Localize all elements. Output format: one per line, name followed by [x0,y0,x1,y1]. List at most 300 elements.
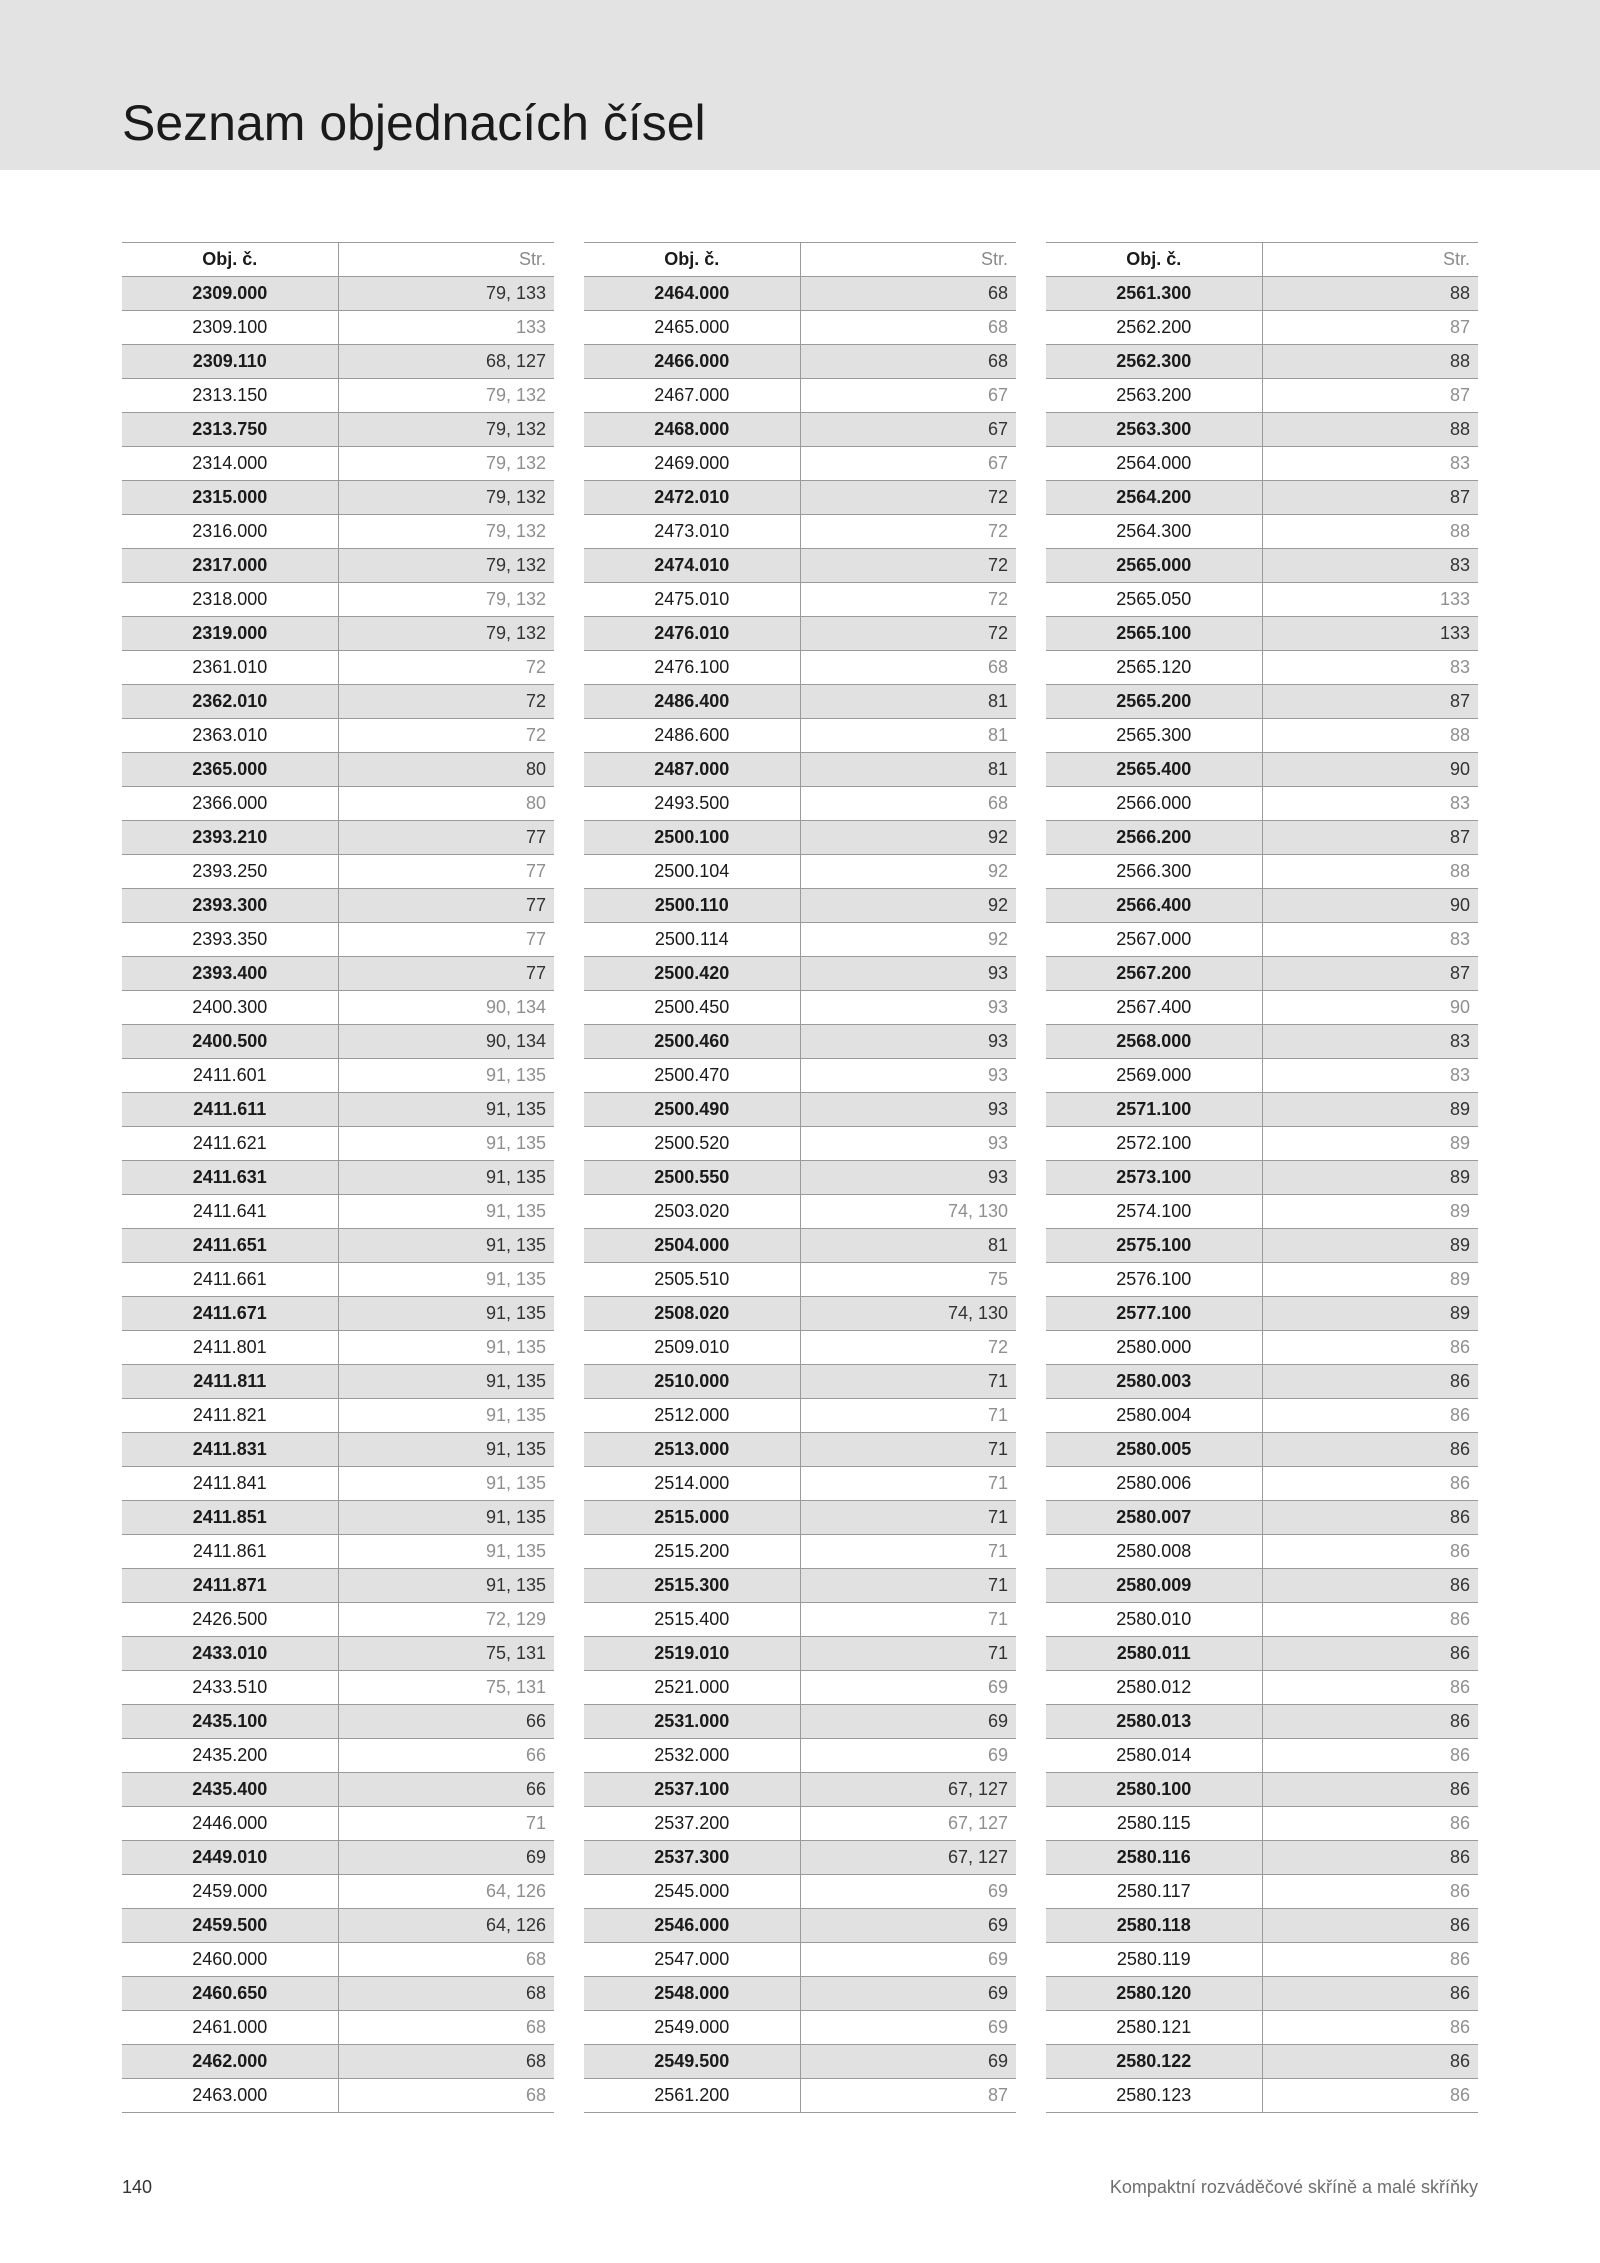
page-reference-cell: 86 [1262,1433,1478,1467]
table-row [584,1331,1016,1365]
page-reference-cell: 69 [800,1977,1016,2011]
order-number-cell: 2537.300 [584,1841,800,1875]
page-reference-cell: 133 [338,311,554,345]
order-number-cell: 2500.550 [584,1161,800,1195]
order-number-cell: 2411.871 [122,1569,338,1603]
page-reference-cell: 72 [800,549,1016,583]
table-header-row [1046,243,1478,277]
table-row [584,345,1016,379]
page-reference-cell: 71 [800,1637,1016,1671]
table-row [1046,719,1478,753]
order-number-cell: 2565.300 [1046,719,1262,753]
table-row [122,583,554,617]
table-row [584,889,1016,923]
table-row [584,1263,1016,1297]
page-reference-cell: 87 [1262,821,1478,855]
table-row [1046,1365,1478,1399]
table-row [122,991,554,1025]
order-number-cell: 2393.250 [122,855,338,889]
order-number-cell: 2411.861 [122,1535,338,1569]
table-row [122,1943,554,1977]
order-number-cell: 2504.000 [584,1229,800,1263]
page-reference-cell: 79, 132 [338,583,554,617]
order-number-cell: 2411.631 [122,1161,338,1195]
order-number-cell: 2411.801 [122,1331,338,1365]
table-row [1046,753,1478,787]
order-number-cell: 2567.400 [1046,991,1262,1025]
page-reference-cell: 91, 135 [338,1569,554,1603]
page-reference-cell: 67, 127 [800,1773,1016,1807]
order-number-cell: 2411.641 [122,1195,338,1229]
table-row [122,1059,554,1093]
order-number-cell: 2564.300 [1046,515,1262,549]
page-reference-cell: 86 [1262,1671,1478,1705]
table-row [1046,1977,1478,2011]
page-reference-cell: 72 [338,719,554,753]
order-number-cell: 2500.100 [584,821,800,855]
order-number-cell: 2309.110 [122,345,338,379]
page-reference-cell: 89 [1262,1229,1478,1263]
page-reference-cell: 77 [338,923,554,957]
table-row [122,481,554,515]
table-row [122,1399,554,1433]
order-number-cell: 2580.013 [1046,1705,1262,1739]
page-reference-cell: 86 [1262,1535,1478,1569]
page-reference-cell: 86 [1262,2011,1478,2045]
order-number-cell: 2474.010 [584,549,800,583]
table-row [1046,1569,1478,1603]
table-row [1046,2011,1478,2045]
order-number-cell: 2562.300 [1046,345,1262,379]
page-reference-cell: 67 [800,379,1016,413]
page-reference-cell: 89 [1262,1161,1478,1195]
page-reference-cell: 79, 132 [338,515,554,549]
order-table-column-2 [584,242,1016,2113]
page-reference-cell: 88 [1262,855,1478,889]
order-number-cell: 2565.100 [1046,617,1262,651]
table-row [122,1025,554,1059]
page-reference-cell: 89 [1262,1297,1478,1331]
page-reference-cell: 86 [1262,1773,1478,1807]
table-row [122,1705,554,1739]
page-reference-cell: 86 [1262,1569,1478,1603]
order-number-cell: 2475.010 [584,583,800,617]
page-reference-cell: 79, 132 [338,413,554,447]
page-reference-cell: 79, 133 [338,277,554,311]
page-reference-cell: 92 [800,855,1016,889]
table-row [1046,1671,1478,1705]
order-number-cell: 2316.000 [122,515,338,549]
page-reference-cell: 71 [800,1399,1016,1433]
order-number-cell: 2486.400 [584,685,800,719]
page-reference-cell: 133 [1262,617,1478,651]
page-reference-cell: 81 [800,685,1016,719]
table-row [122,549,554,583]
table-row [122,1535,554,1569]
table-row [1046,1127,1478,1161]
order-number-cell: 2563.300 [1046,413,1262,447]
table-row [122,651,554,685]
page-reference-cell: 91, 135 [338,1535,554,1569]
page-reference-cell: 69 [800,1875,1016,1909]
order-number-cell: 2515.400 [584,1603,800,1637]
order-number-cell: 2314.000 [122,447,338,481]
page-reference-cell: 69 [800,1943,1016,1977]
table-row [584,1705,1016,1739]
page-reference-cell: 90, 134 [338,1025,554,1059]
table-row [1046,1841,1478,1875]
table-row [584,1433,1016,1467]
table-row [1046,1093,1478,1127]
table-row [1046,1297,1478,1331]
order-number-cell: 2493.500 [584,787,800,821]
order-number-cell: 2473.010 [584,515,800,549]
order-number-cell: 2466.000 [584,345,800,379]
table-row [584,2011,1016,2045]
table-row [122,1093,554,1127]
order-number-cell: 2515.300 [584,1569,800,1603]
table-row [584,957,1016,991]
table-header-row [584,243,1016,277]
order-number-cell: 2500.490 [584,1093,800,1127]
page-reference-cell: 74, 130 [800,1297,1016,1331]
page-reference-cell: 89 [1262,1195,1478,1229]
table-row [1046,855,1478,889]
page-reference-cell: 67, 127 [800,1807,1016,1841]
order-number-cell: 2411.621 [122,1127,338,1161]
page-reference-cell: 67 [800,447,1016,481]
page-reference-cell: 87 [800,2079,1016,2113]
table-row [584,1229,1016,1263]
table-row [584,1297,1016,1331]
page-reference-cell: 69 [800,1705,1016,1739]
page-reference-cell: 91, 135 [338,1229,554,1263]
table-row [122,685,554,719]
order-number-cell: 2500.420 [584,957,800,991]
page-reference-cell: 83 [1262,447,1478,481]
table-row [584,1841,1016,1875]
table-row [122,753,554,787]
table-row [122,515,554,549]
table-row [1046,345,1478,379]
table-row [122,617,554,651]
order-number-cell: 2435.100 [122,1705,338,1739]
table-row [1046,1535,1478,1569]
order-number-cell: 2580.117 [1046,1875,1262,1909]
page-reference-cell: 71 [800,1433,1016,1467]
table-row [122,2011,554,2045]
page-reference-cell: 74, 130 [800,1195,1016,1229]
order-number-cell: 2571.100 [1046,1093,1262,1127]
order-number-cell: 2461.000 [122,2011,338,2045]
order-number-cell: 2462.000 [122,2045,338,2079]
table-row [1046,1909,1478,1943]
page-reference-cell: 79, 132 [338,379,554,413]
table-row [122,957,554,991]
table-row [1046,1195,1478,1229]
table-row [1046,1637,1478,1671]
page-reference-cell: 91, 135 [338,1467,554,1501]
order-number-cell: 2565.120 [1046,651,1262,685]
table-row [1046,1025,1478,1059]
order-number-cell: 2318.000 [122,583,338,617]
order-number-cell: 2513.000 [584,1433,800,1467]
page-reference-cell: 93 [800,1093,1016,1127]
table-row [122,2045,554,2079]
order-number-cell: 2411.821 [122,1399,338,1433]
table-row [584,1671,1016,1705]
page-reference-cell: 72 [338,651,554,685]
order-number-cell: 2580.000 [1046,1331,1262,1365]
page-reference-cell: 71 [800,1603,1016,1637]
page-reference-cell: 71 [800,1467,1016,1501]
page-reference-cell: 89 [1262,1263,1478,1297]
header-order-number: Obj. č. [1046,243,1262,277]
table-row [122,1603,554,1637]
order-number-cell: 2580.119 [1046,1943,1262,1977]
page-reference-cell: 69 [800,2045,1016,2079]
page-reference-cell: 77 [338,855,554,889]
page-reference-cell: 133 [1262,583,1478,617]
page-reference-cell: 81 [800,753,1016,787]
order-number-cell: 2562.200 [1046,311,1262,345]
page-reference-cell: 90 [1262,991,1478,1025]
page-reference-cell: 68 [800,651,1016,685]
page-reference-cell: 67 [800,413,1016,447]
page-reference-cell: 67, 127 [800,1841,1016,1875]
table-row [584,1501,1016,1535]
order-number-cell: 2393.300 [122,889,338,923]
table-row [1046,991,1478,1025]
page-reference-cell: 83 [1262,923,1478,957]
page-reference-cell: 81 [800,719,1016,753]
order-number-cell: 2515.000 [584,1501,800,1535]
table-row [584,1739,1016,1773]
page-reference-cell: 72 [800,515,1016,549]
order-number-cell: 2435.400 [122,1773,338,1807]
page-reference-cell: 91, 135 [338,1365,554,1399]
order-number-cell: 2566.000 [1046,787,1262,821]
order-number-cell: 2309.100 [122,311,338,345]
table-row [122,1365,554,1399]
page-reference-cell: 93 [800,1127,1016,1161]
order-number-cell: 2362.010 [122,685,338,719]
page-reference-cell: 93 [800,1059,1016,1093]
page-reference-cell: 71 [800,1569,1016,1603]
order-number-cell: 2580.004 [1046,1399,1262,1433]
order-number-cell: 2472.010 [584,481,800,515]
order-number-cell: 2433.010 [122,1637,338,1671]
page-reference-cell: 86 [1262,2045,1478,2079]
page-reference-cell: 72 [338,685,554,719]
order-number-cell: 2512.000 [584,1399,800,1433]
table-row [122,1773,554,1807]
table-row [1046,311,1478,345]
table-row [1046,617,1478,651]
order-number-cell: 2567.200 [1046,957,1262,991]
table-row [122,719,554,753]
table-row [122,311,554,345]
table-row [584,311,1016,345]
order-number-cell: 2563.200 [1046,379,1262,413]
table-row [1046,1467,1478,1501]
table-row [584,583,1016,617]
page-reference-cell: 72 [800,481,1016,515]
table-row [1046,1229,1478,1263]
table-row [1046,413,1478,447]
order-number-cell: 2508.020 [584,1297,800,1331]
order-number-cell: 2580.010 [1046,1603,1262,1637]
order-number-cell: 2565.200 [1046,685,1262,719]
table-row [584,277,1016,311]
order-number-cell: 2565.000 [1046,549,1262,583]
order-number-cell: 2503.020 [584,1195,800,1229]
order-number-cell: 2411.851 [122,1501,338,1535]
footer-publication-title: Kompaktní rozváděčové skříně a malé skříňky [1109,2177,1478,2197]
order-number-cell: 2315.000 [122,481,338,515]
order-number-cell: 2467.000 [584,379,800,413]
order-number-cell: 2572.100 [1046,1127,1262,1161]
order-number-cell: 2363.010 [122,719,338,753]
page-reference-cell: 86 [1262,1399,1478,1433]
page-reference-cell: 91, 135 [338,1127,554,1161]
order-number-cell: 2575.100 [1046,1229,1262,1263]
order-number-cell: 2433.510 [122,1671,338,1705]
page-reference-cell: 77 [338,821,554,855]
page-reference-cell: 69 [338,1841,554,1875]
order-number-cell: 2393.210 [122,821,338,855]
order-number-cell: 2566.400 [1046,889,1262,923]
table-row [1046,1059,1478,1093]
page-reference-cell: 77 [338,889,554,923]
page-reference-cell: 86 [1262,1467,1478,1501]
page-reference-cell: 71 [800,1535,1016,1569]
page-reference-cell: 79, 132 [338,549,554,583]
table-row [584,1569,1016,1603]
table-row [584,1943,1016,1977]
order-number-cell: 2580.003 [1046,1365,1262,1399]
order-number-cell: 2500.470 [584,1059,800,1093]
page-reference-cell: 83 [1262,1025,1478,1059]
table-row [1046,685,1478,719]
page-reference-cell: 83 [1262,651,1478,685]
table-row [1046,1263,1478,1297]
table-row [122,1195,554,1229]
page-reference-cell: 75 [800,1263,1016,1297]
table-row [1046,447,1478,481]
table-row [584,1127,1016,1161]
table-row [122,1569,554,1603]
order-number-cell: 2319.000 [122,617,338,651]
table-row [584,1025,1016,1059]
order-number-cell: 2580.116 [1046,1841,1262,1875]
order-number-cell: 2521.000 [584,1671,800,1705]
order-number-cell: 2459.000 [122,1875,338,1909]
page-reference-cell: 86 [1262,1977,1478,2011]
table-row [122,1875,554,1909]
order-number-cell: 2549.500 [584,2045,800,2079]
order-number-cell: 2580.009 [1046,1569,1262,1603]
table-row [1046,651,1478,685]
order-number-cell: 2459.500 [122,1909,338,1943]
order-number-cell: 2566.300 [1046,855,1262,889]
page-reference-cell: 89 [1262,1127,1478,1161]
order-number-cell: 2509.010 [584,1331,800,1365]
page-reference-cell: 86 [1262,1331,1478,1365]
page-reference-cell: 91, 135 [338,1399,554,1433]
table-row [1046,277,1478,311]
order-number-cell: 2449.010 [122,1841,338,1875]
order-number-cell: 2411.671 [122,1297,338,1331]
page-reference-cell: 72 [800,617,1016,651]
table-row [1046,889,1478,923]
table-row [122,277,554,311]
page-reference-cell: 91, 135 [338,1059,554,1093]
table-row [584,1093,1016,1127]
table-row [584,379,1016,413]
order-number-cell: 2567.000 [1046,923,1262,957]
order-number-cell: 2547.000 [584,1943,800,1977]
page-reference-cell: 88 [1262,515,1478,549]
table-row [122,447,554,481]
page-reference-cell: 86 [1262,1705,1478,1739]
table-row [584,1059,1016,1093]
order-number-cell: 2500.104 [584,855,800,889]
order-number-cell: 2580.121 [1046,2011,1262,2045]
table-row [584,1365,1016,1399]
table-row [1046,379,1478,413]
page-reference-cell: 88 [1262,719,1478,753]
page-reference-cell: 72 [800,583,1016,617]
order-number-cell: 2519.010 [584,1637,800,1671]
header-order-number: Obj. č. [584,243,800,277]
table-row [1046,583,1478,617]
table-row [584,515,1016,549]
table-header-row [122,243,554,277]
order-number-cell: 2476.100 [584,651,800,685]
page-reference-cell: 68, 127 [338,345,554,379]
order-number-cell: 2580.123 [1046,2079,1262,2113]
page-reference-cell: 75, 131 [338,1671,554,1705]
order-number-cell: 2476.010 [584,617,800,651]
table-row [584,1875,1016,1909]
table-row [1046,1875,1478,1909]
page-reference-cell: 79, 132 [338,447,554,481]
table-row [122,1671,554,1705]
order-number-cell: 2565.400 [1046,753,1262,787]
order-number-cell: 2400.500 [122,1025,338,1059]
page-reference-cell: 68 [338,1943,554,1977]
page-reference-cell: 68 [800,311,1016,345]
order-number-cell: 2500.450 [584,991,800,1025]
order-number-cell: 2317.000 [122,549,338,583]
order-number-cell: 2313.750 [122,413,338,447]
table-row [1046,2079,1478,2113]
table-row [584,481,1016,515]
table-row [122,787,554,821]
table-row [584,651,1016,685]
table-row [1046,957,1478,991]
order-number-cell: 2574.100 [1046,1195,1262,1229]
table-row [122,2079,554,2113]
order-number-cell: 2505.510 [584,1263,800,1297]
table-row [584,413,1016,447]
order-number-cell: 2548.000 [584,1977,800,2011]
table-row [122,1807,554,1841]
order-number-cell: 2460.650 [122,1977,338,2011]
table-row [122,821,554,855]
order-number-cell: 2464.000 [584,277,800,311]
